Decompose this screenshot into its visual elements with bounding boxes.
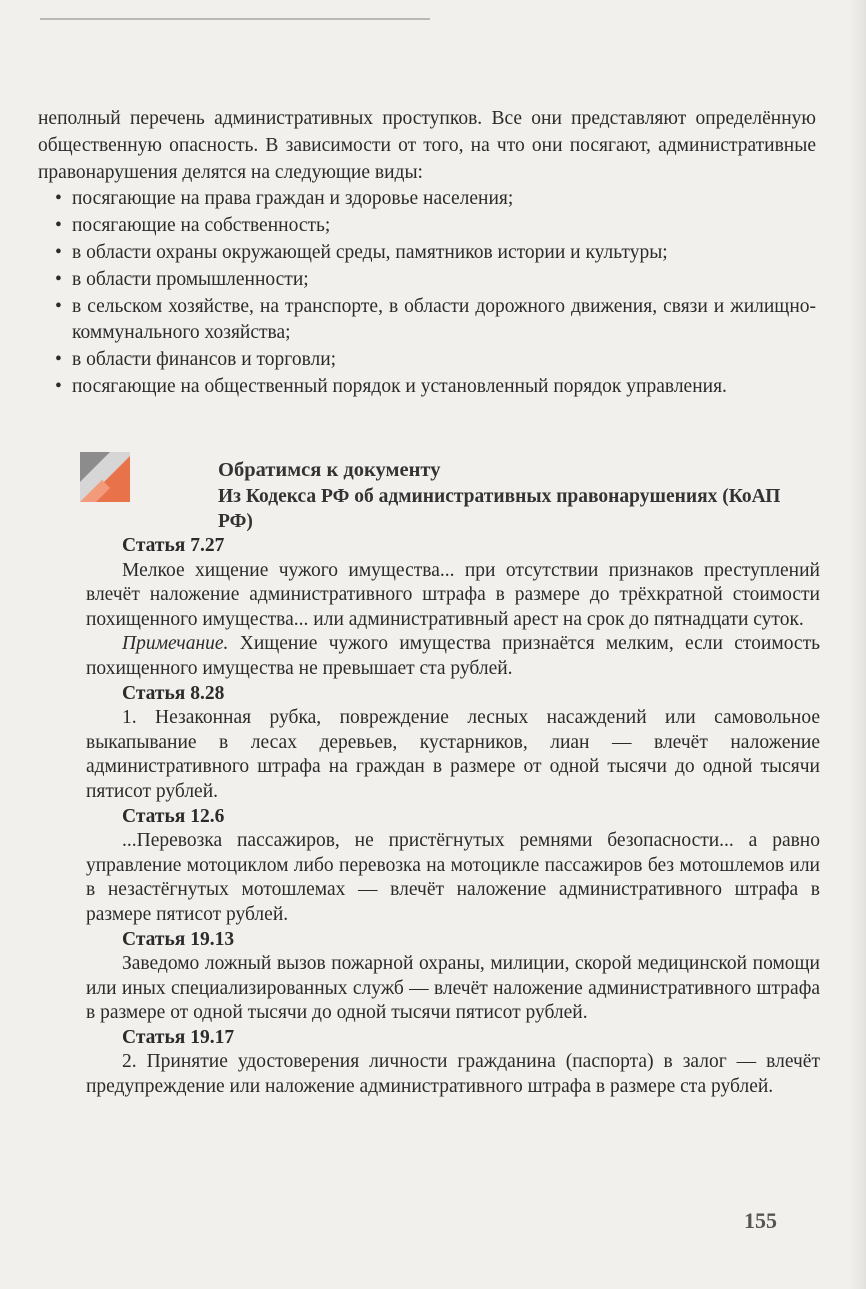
article-19-13 [86, 928, 820, 1026]
bullet: • [55, 375, 62, 397]
bullet: • [55, 188, 62, 210]
article-text: Заведомо ложный вызов пожарной охраны, милиции, скорой медицинской помощи или иных специализированных служб — влечёт наложение административного штрафа в размере от одной тысячи до одной тысячи пятисот рублей. [86, 953, 820, 1024]
note-label: Примечание. [122, 633, 229, 655]
document-icon [80, 452, 130, 502]
article-text: ...Перевозка пассажиров, не пристёгнутых ремнями безопасности... а равно управление мотоциклом либо перевозка на мотоцикле пассажиров без мотошлемов или в незастёгнутых мотошлемах — влечёт наложение административного штрафа в размере пятисот рублей. [86, 830, 820, 925]
list-item: • в сельском хозяйстве, на транспорте, в области дорожного движения, связи и жилищно-коммунального хозяйства; [55, 295, 816, 344]
list-item: • посягающие на права граждан и здоровье населения; [38, 186, 816, 213]
bullet: • [55, 349, 62, 371]
article-text: 2. Принятие удостоверения личности гражданина (паспорта) в залог — влечёт предупреждение или наложение административного штрафа в размере ста рублей. [86, 1051, 820, 1098]
list-item: • в области финансов и торговли; [38, 347, 816, 374]
article-note [86, 632, 820, 681]
note-text: Хищение чужого имущества признаётся мелким, если стоимость похищенного имущества не превышает ста рублей. [86, 633, 820, 679]
article-title: Статья 19.13 [122, 928, 235, 950]
article-title: Статья 7.27 [122, 535, 225, 556]
bullet: • [55, 241, 62, 263]
bullet: • [55, 295, 62, 317]
intro-section [38, 106, 816, 401]
page-number: 155 [744, 1208, 777, 1233]
article-title: Статья 12.6 [122, 805, 225, 827]
article-text: Мелкое хищение чужого имущества... при отсутствии признаков преступлений влечёт наложение административного штрафа в размере до трёхкратной стоимости похищенного имущества... или административный арест на срок до пятнадцати суток. [86, 559, 820, 630]
list-item: • в области охраны окружающей среды, памятников истории и культуры; [38, 240, 816, 267]
bullet: • [55, 215, 62, 237]
list-item: • в области промышленности; [38, 267, 816, 294]
article-7-27 [86, 534, 820, 682]
page-edge-shadow [848, 0, 866, 1289]
article-title: Статья 8.28 [122, 682, 225, 704]
list-item: • посягающие на общественный порядок и установленный порядок управления. [38, 374, 816, 401]
violation-types-list [38, 186, 816, 400]
article-title: Статья 19.17 [122, 1026, 235, 1048]
intro-paragraph: неполный перечень административных проступков. Все они представляют определённую общественную опасность. В зависимости от того, на что они посягают, административные правонарушения делятся на следующие виды: [38, 108, 816, 183]
top-divider [40, 18, 430, 20]
article-text: 1. Незаконная рубка, повреждение лесных насаждений или самовольное выкапывание в лесах деревьев, кустарников, лиан — влечёт наложение административного штрафа на граждан в размере от одной тысячи до одной тысячи пятисот рублей. [86, 707, 820, 802]
heading-title: Обратимся к документу [218, 459, 441, 481]
bullet: • [55, 268, 62, 290]
heading-subtitle: Из Кодекса РФ об административных правонарушениях (КоАП РФ) [218, 485, 781, 532]
article-8-28 [86, 682, 820, 805]
articles-section [86, 534, 820, 1100]
article-19-17 [86, 1026, 820, 1100]
document-heading [218, 458, 818, 535]
article-12-6 [86, 805, 820, 928]
list-item: • посягающие на собственность; [38, 213, 816, 240]
